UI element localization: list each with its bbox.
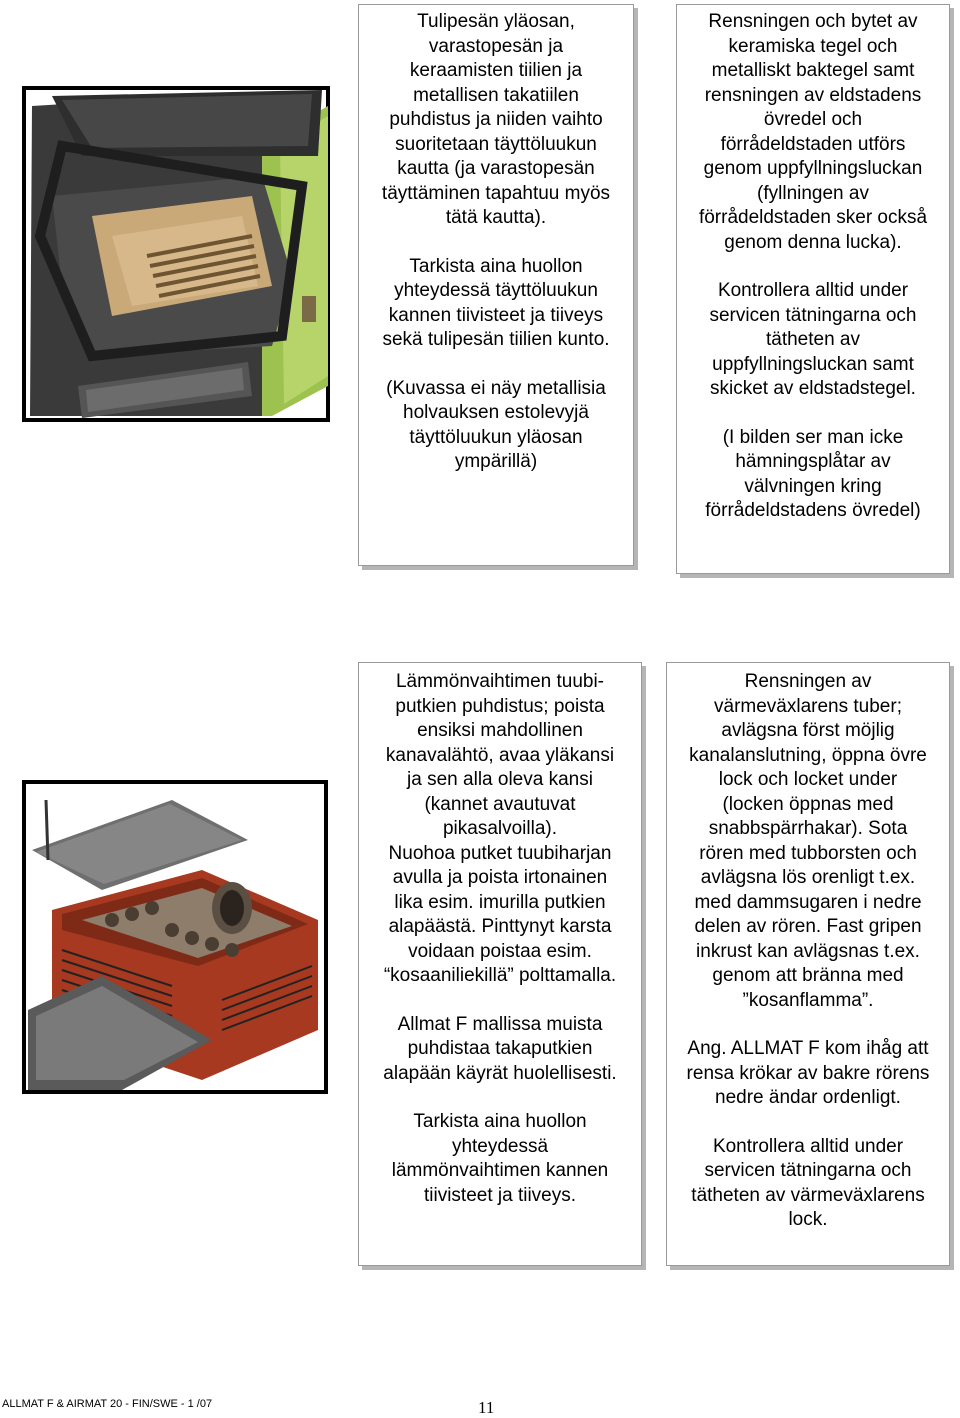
fill-door-fi-paragraph-1: Tulipesän yläosan, varastopesän ja keraamisten tiilien ja metallisen takatiilen puhdistus ja niiden vaihto suoritetaan täyttöluukun kautta (ja varastopesän täyttäminen tapahtuu myös tätä kautta). [381, 11, 611, 228]
heat-exchanger-text-fi [358, 662, 642, 1266]
boiler-fill-door-photo [22, 86, 330, 422]
page-number: 11 [478, 1398, 495, 1417]
heat-exchanger-sv-paragraph-2: Ang. ALLMAT F kom ihåg att rensa krökar av bakre rörens nedre ändar ordenligt. [686, 1038, 930, 1108]
heat-exchanger-fi-paragraph-2: Allmat F mallissa muista puhdistaa takaputkien alapään käyrät huolellisesti. [383, 1013, 617, 1084]
heat-exchanger-sv-paragraph-3: Kontrollera alltid under servicen tätningarna och tätheten av värmeväxlarens lock. [691, 1135, 925, 1230]
fill-door-fi-paragraph-2: Tarkista aina huollon yhteydessä täyttöluukun kannen tiivisteet ja tiiveys sekä tulipesän tiilien kunto. [382, 255, 610, 350]
heat-exchanger-illustration [22, 780, 328, 1094]
fill-door-fi-paragraph-3: (Kuvassa ei näy metallisia holvauksen estolevyjä täyttöluukun yläosan ympärillä) [386, 377, 606, 472]
fill-door-sv-paragraph-3: (I bilden ser man icke hämningsplåtar av välvningen kring förrådeldstadens övredel) [705, 426, 921, 521]
fill-door-sv-paragraph-1: Rensningen och bytet av keramiska tegel och metalliskt baktegel samt rensningen av eldstadens övredel och förrådeldstaden utförs genom uppfyllningsluckan (fyllningen av förrådeldstaden sker också genom denna lucka). [698, 11, 928, 253]
heat-exchanger-text-sv [666, 662, 950, 1266]
heat-exchanger-photo [22, 780, 328, 1094]
boiler-fill-door-illustration [22, 86, 330, 422]
fill-door-text-fi [358, 4, 634, 566]
fill-door-text-sv [676, 4, 950, 574]
fill-door-sv-paragraph-2: Kontrollera alltid under servicen tätningarna och tätheten av uppfyllningsluckan samt skicket av eldstadstegel. [709, 280, 917, 399]
heat-exchanger-fi-paragraph-3: Tarkista aina huollon yhteydessä lämmönvaihtimen kannen tiivisteet ja tiiveys. [391, 1111, 609, 1206]
document-id: ALLMAT F & AIRMAT 20 - FIN/SWE - 1 /07 [2, 1398, 213, 1410]
heat-exchanger-fi-paragraph-1: Lämmönvaihtimen tuubi- putkien puhdistus; poista ensiksi mahdollinen kanavalähtö, avaa yläkansi ja sen alla oleva kansi (kannet avautuvat pikasalvoilla). Nuohoa putket tuubiharjan avulla ja poista irtonainen lika esim. imurilla putkien alapäästä. Pinttynyt karsta voidaan poistaa esim. “kosaaniliekillä” polttamalla. [383, 671, 617, 986]
heat-exchanger-sv-paragraph-1: Rensningen av värmeväxlarens tuber; avlägsna först möjlig kanalanslutning, öppna övre lock och locket under (locken öppnas med snabbspärrhakar). Sota rören med tubborsten och avlägsna lös orenligt t.ex. med dammsugaren i nedre delen av rören. Fast gripen inkrust kan avlägsnas t.ex. genom att bränna med ”kosanflamma”. [689, 671, 927, 1011]
